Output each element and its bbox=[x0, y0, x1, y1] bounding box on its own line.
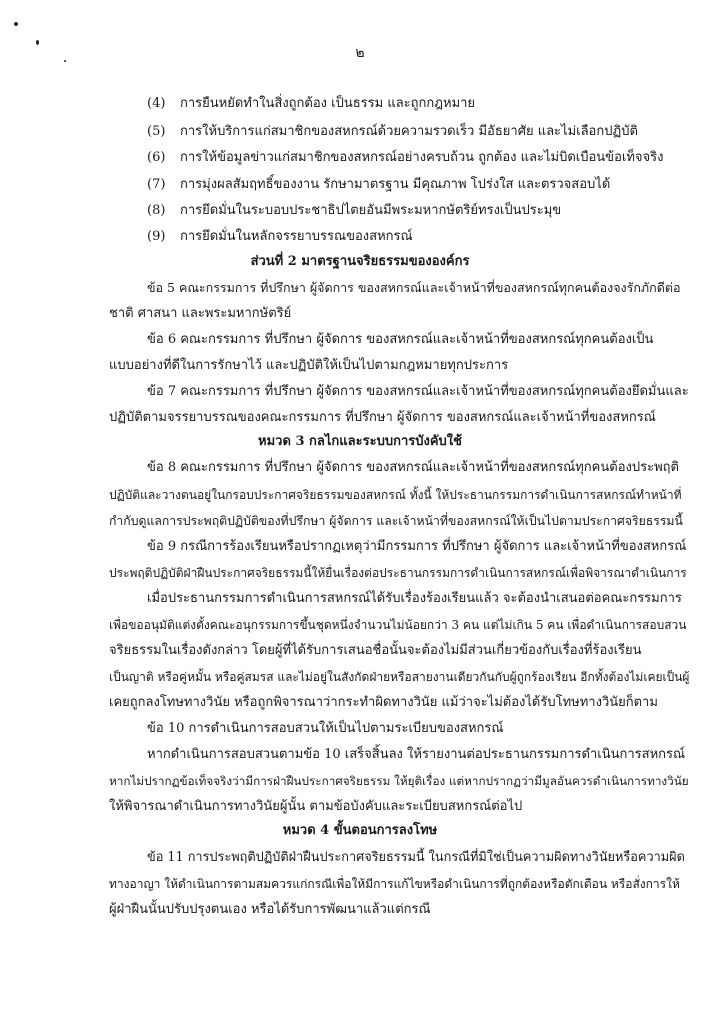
list-item-text: การมุ่งผลสัมฤทธิ์ของงาน รักษามาตรฐาน มีคุณภาพ โปร่งใส และตรวจสอบได้ bbox=[180, 177, 611, 192]
clause-10: ข้อ 10 การดำเนินการสอบสวนให้เป็นไปตามระเบียบของสหกรณ์ bbox=[147, 721, 504, 736]
clause-7-cont: ปฏิบัติตามจรรยาบรรณของคณะกรรมการ ที่ปรึกษา ผู้จัดการ ของสหกรณ์และเจ้าหน้าที่ของสหกรณ์ bbox=[109, 410, 656, 425]
clause-9-cont: ประพฤติปฏิบัติฝ่าฝืนประกาศจริยธรรมนี้ให้ยื่นเรื่องต่อประธานกรรมการดำเนินการสหกรณ์เพื่อพิจารณาดำเนินการ bbox=[109, 566, 687, 580]
clause-7: ข้อ 7 คณะกรรมการ ที่ปรึกษา ผู้จัดการ ของสหกรณ์และเจ้าหน้าที่ของสหกรณ์ทุกคนต้องยึดมั่นและ bbox=[147, 384, 689, 399]
list-item-text: การให้บริการแก่สมาชิกของสหกรณ์ด้วยความรวดเร็ว มีอัธยาศัย และไม่เลือกปฏิบัติ bbox=[180, 124, 638, 139]
list-item-number: (7) bbox=[147, 177, 166, 192]
clause-8-cont: กำกับดูแลการประพฤติปฏิบัติของที่ปรึกษา ผู้จัดการ และเจ้าหน้าที่ของสหกรณ์ให้เป็นไปตามประกาศจริยธรรมนี้ bbox=[109, 514, 683, 528]
list-item-text: การยึดมั่นในระบอบประชาธิปไตยอันมีพระมหากษัตริย์ทรงเป็นประมุข bbox=[180, 203, 562, 218]
clause-9-cont: เป็นญาติ หรือคู่หมั้น หรือคู่สมรส และไม่อยู่ในสังกัดฝ่ายหรือสายงานเดียวกันกับผู้ถูกร้องเรียน อีกทั้งต้องไม่เคยเป็นผู้ bbox=[109, 670, 690, 684]
list-item-text: การยืนหยัดทำในสิ่งถูกต้อง เป็นธรรม และถูกกฎหมาย bbox=[180, 96, 476, 111]
list-item-number: (5) bbox=[147, 124, 166, 139]
section-heading: ส่วนที่ 2 มาตรฐานจริยธรรมขององค์กร bbox=[250, 254, 470, 269]
list-item-number: (8) bbox=[147, 203, 166, 218]
clause-11-cont: ผู้ฝ่าฝืนนั้นปรับปรุงตนเอง หรือได้รับการพัฒนาแล้วแต่กรณี bbox=[109, 902, 431, 917]
clause-9-cont: เพื่อขออนุมัติแต่งตั้งคณะอนุกรรมการขึ้นชุดหนึ่งจำนวนไม่น้อยกว่า 3 คน แต่ไม่เกิน 5 คน เพื่อดำเนินการสอบสวน bbox=[109, 618, 687, 632]
clause-10-cont: ให้พิจารณาดำเนินการทางวินัยผู้นั้น ตามข้อบังคับและระเบียบสหกรณ์ต่อไป bbox=[109, 799, 523, 814]
clause-11: ข้อ 11 การประพฤติปฏิบัติฝ่าฝืนประกาศจริยธรรมนี้ ในกรณีที่มิใช่เป็นความผิดทางวินัยหรือความผิด bbox=[147, 850, 685, 865]
scan-speck bbox=[14, 22, 18, 26]
clause-9-cont: เคยถูกลงโทษทางวินัย หรือถูกพิจารณาว่ากระทำผิดทางวินัย แม้ว่าจะไม่ต้องได้รับโทษทางวินัยก็ตาม bbox=[109, 695, 658, 710]
clause-9-cont: จริยธรรมในเรื่องดังกล่าว โดยผู้ที่ได้รับการเสนอชื่อนั้นจะต้องไม่มีส่วนเกี่ยวข้องกับเรื่องที่ร้องเรียน bbox=[109, 643, 642, 658]
clause-6: ข้อ 6 คณะกรรมการ ที่ปรึกษา ผู้จัดการ ของสหกรณ์และเจ้าหน้าที่ของสหกรณ์ทุกคนต้องเป็น bbox=[147, 332, 654, 347]
clause-8-cont: ปฏิบัติและวางตนอยู่ในกรอบประกาศจริยธรรมของสหกรณ์ ทั้งนี้ ให้ประธานกรรมการดำเนินการสหกรณ์ทำหน้าที่ bbox=[109, 488, 682, 502]
list-item-number: (9) bbox=[147, 229, 166, 244]
clause-9-para: เมื่อประธานกรรมการดำเนินการสหกรณ์ได้รับเรื่องร้องเรียนแล้ว จะต้องนำเสนอต่อคณะกรรมการ bbox=[147, 591, 682, 606]
clause-5-cont: ชาติ ศาสนา และพระมหากษัตริย์ bbox=[109, 306, 292, 321]
page-number: ๒ bbox=[355, 45, 365, 61]
clause-5: ข้อ 5 คณะกรรมการ ที่ปรึกษา ผู้จัดการ ของสหกรณ์และเจ้าหน้าที่ของสหกรณ์ทุกคนต้องจงรักภักดีต่อ bbox=[147, 280, 681, 295]
list-item-text: การให้ข้อมูลข่าวแก่สมาชิกของสหกรณ์อย่างครบถ้วน ถูกต้อง และไม่บิดเบือนข้อเท็จจริง bbox=[180, 150, 664, 165]
list-item-number: (6) bbox=[147, 150, 166, 165]
clause-6-cont: แบบอย่างที่ดีในการรักษาไว้ และปฏิบัติให้เป็นไปตามกฎหมายทุกประการ bbox=[109, 358, 509, 373]
chapter-heading: หมวด 3 กลไกและระบบการบังคับใช้ bbox=[258, 434, 462, 449]
list-item-number: (4) bbox=[147, 96, 166, 111]
clause-9: ข้อ 9 กรณีการร้องเรียนหรือปรากฏเหตุว่ามีกรรมการ ที่ปรึกษา ผู้จัดการ และเจ้าหน้าที่ของสหกรณ์ bbox=[147, 539, 687, 554]
clause-8: ข้อ 8 คณะกรรมการ ที่ปรึกษา ผู้จัดการ ของสหกรณ์และเจ้าหน้าที่ของสหกรณ์ทุกคนต้องประพฤติ bbox=[147, 460, 679, 475]
clause-10-para: หากดำเนินการสอบสวนตามข้อ 10 เสร็จสิ้นลง ให้รายงานต่อประธานกรรมการดำเนินการสหกรณ์ bbox=[147, 747, 686, 762]
chapter-heading: หมวด 4 ขั้นตอนการลงโทษ bbox=[282, 823, 438, 838]
list-item-text: การยึดมั่นในหลักจรรยาบรรณของสหกรณ์ bbox=[180, 229, 413, 244]
clause-11-cont: ทางอาญา ให้ดำเนินการตามสมควรแก่กรณีเพื่อให้มีการแก้ไขหรือดำเนินการที่ถูกต้องหรือตักเตือน หรือสั่งการให้ bbox=[109, 877, 680, 891]
clause-10-cont: หากไม่ปรากฏข้อเท็จจริงว่ามีการฝ่าฝืนประกาศจริยธรรม ให้ยุติเรื่อง แต่หากปรากฏว่ามีมูลอันควรดำเนินการทางวินัย bbox=[109, 774, 689, 788]
